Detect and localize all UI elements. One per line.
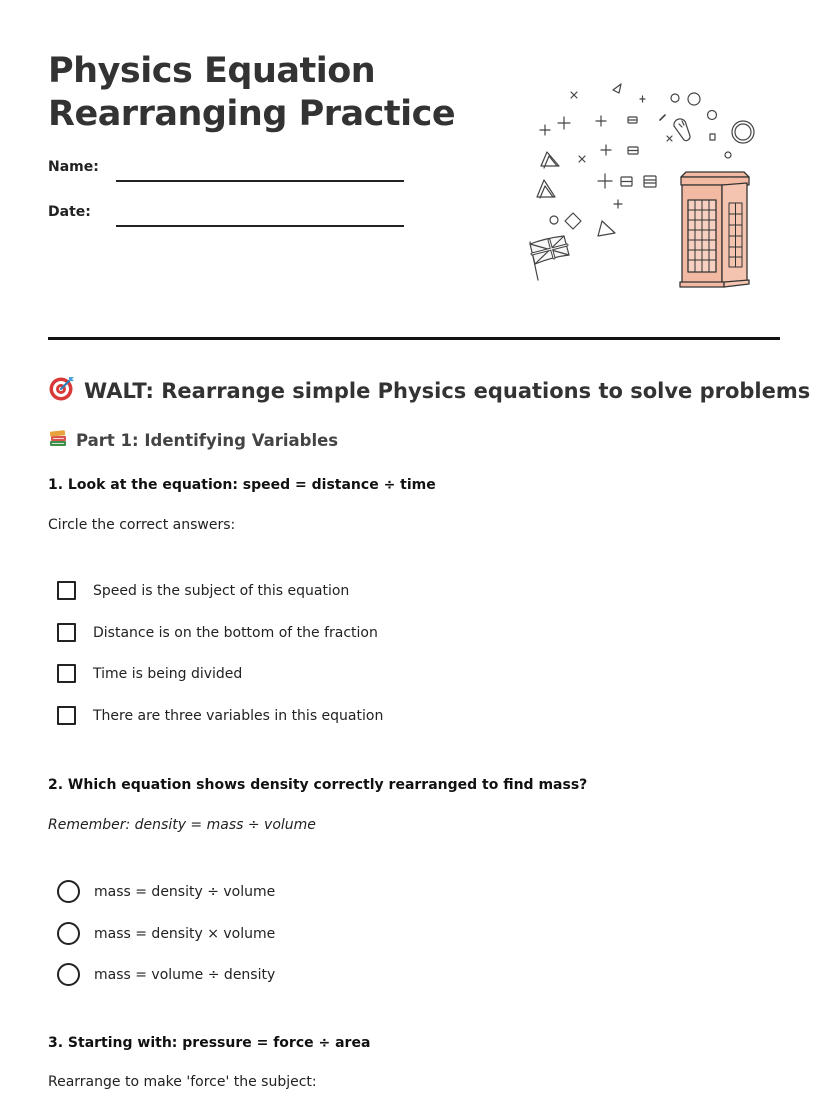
question-1: 1. Look at the equation: speed = distance ÷ time [48,477,436,493]
date-label: Date: [48,204,91,220]
walt-heading [48,374,810,407]
q2-option-3-label: mass = volume ÷ density [94,966,276,983]
q1-option-4[interactable] [57,706,383,725]
q1-option-1-label: Speed is the subject of this equation [93,582,350,599]
part-1-heading [48,428,338,452]
q2-option-3-radio[interactable] [57,963,80,986]
page-title-line-1: Physics Equation [48,51,376,91]
page-title-line-2: Rearranging Practice [48,94,456,134]
dart-target-icon [48,374,76,407]
question-1-instruction: Circle the correct answers: [48,517,236,533]
q1-option-3-label: Time is being divided [93,665,243,682]
name-field[interactable] [116,180,404,182]
q1-option-1-checkbox[interactable] [57,581,76,600]
page-title [48,50,455,136]
q1-option-2[interactable] [57,623,378,642]
q2-option-2-radio[interactable] [57,922,80,945]
q2-option-2-label: mass = density × volume [94,925,276,942]
date-field[interactable] [116,225,404,227]
name-label: Name: [48,159,99,175]
q1-option-1[interactable] [57,581,349,600]
section-divider [48,337,780,340]
walt-text: WALT: Rearrange simple Physics equations to solve problems [84,378,811,403]
question-2: 2. Which equation shows density correctly rearranged to find mass? [48,777,588,793]
q2-option-3[interactable] [57,963,275,986]
q1-option-4-label: There are three variables in this equation [93,707,384,724]
q2-option-2[interactable] [57,922,275,945]
q2-option-1[interactable] [57,880,275,903]
question-3-instruction: Rearrange to make 'force' the subject: [48,1074,317,1090]
q1-option-3-checkbox[interactable] [57,664,76,683]
books-icon [48,428,68,452]
question-3: 3. Starting with: pressure = force ÷ area [48,1035,371,1051]
question-2-instruction: Remember: density = mass ÷ volume [48,817,316,833]
q2-option-1-label: mass = density ÷ volume [94,883,276,900]
q1-option-2-label: Distance is on the bottom of the fraction [93,624,378,641]
q1-option-2-checkbox[interactable] [57,623,76,642]
part-1-heading-text: Part 1: Identifying Variables [76,430,339,450]
q2-option-1-radio[interactable] [57,880,80,903]
q1-option-4-checkbox[interactable] [57,706,76,725]
phone-booth-illustration [524,74,770,296]
q1-option-3[interactable] [57,664,242,683]
